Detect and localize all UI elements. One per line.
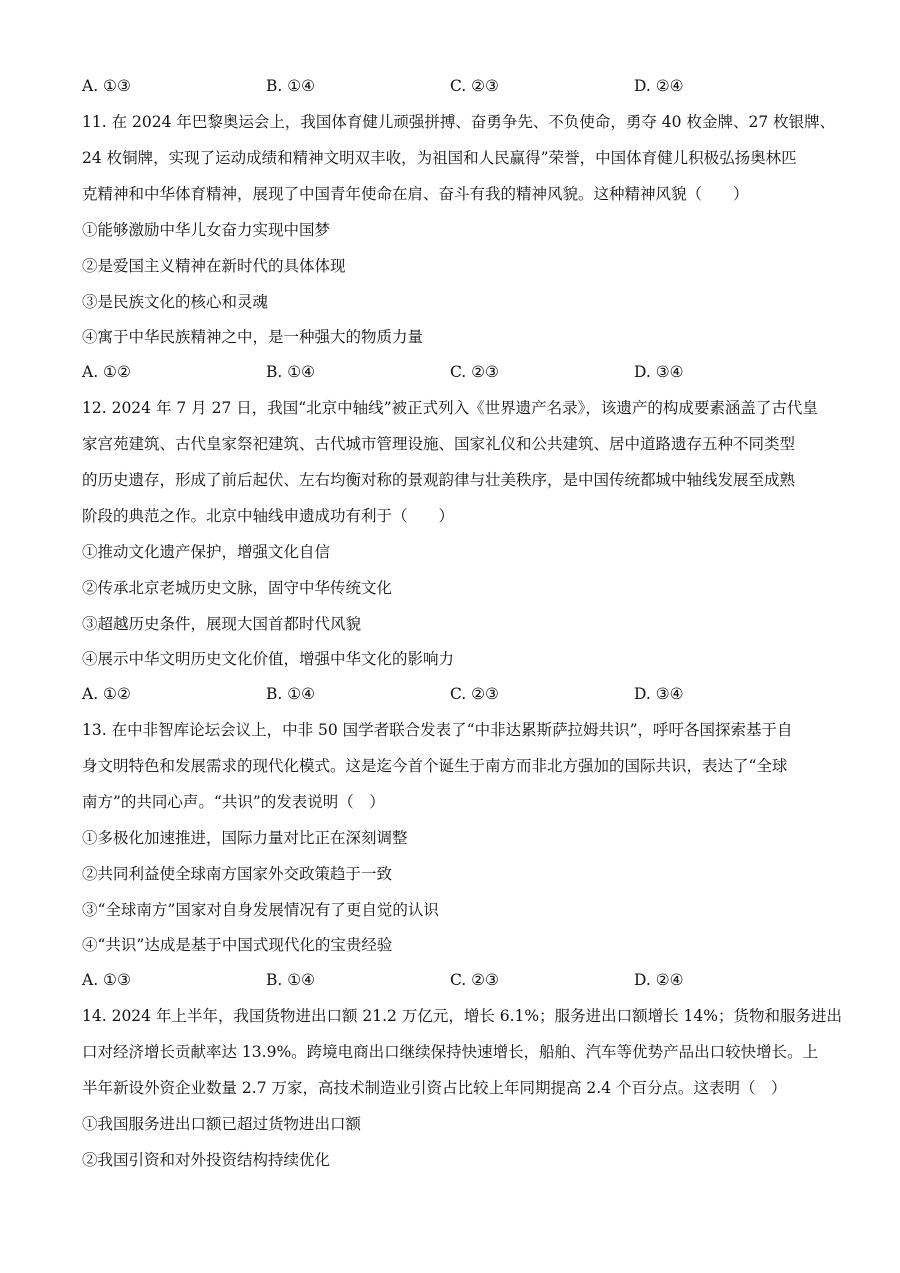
q10-options — [82, 76, 822, 96]
q14-stem-line-3: 半年新设外资企业数量 2.7 万家，高技术制造业引资占比较上年同期提高 2.4 个百分点。这表明（ ） — [82, 1079, 787, 1097]
q13-statement-4: ④“共识”达成是基于中国式现代化的宝贵经验 — [82, 936, 393, 954]
q12-option-c[interactable]: C. ②③ — [450, 685, 499, 703]
q12-stem-line-4: 阶段的典范之作。北京中轴线申遗成功有利于（ ） — [82, 507, 455, 525]
q12-option-d[interactable]: D. ③④ — [634, 685, 684, 703]
q11-statement-1: ①能够激励中华儿女奋力实现中国梦 — [82, 221, 331, 239]
q10-option-d[interactable]: D. ②④ — [634, 77, 684, 95]
q14-statement-1: ①我国服务进出口额已超过货物进出口额 — [82, 1115, 362, 1133]
q11-option-a[interactable]: A. ①② — [82, 363, 131, 381]
q13-stem-line-3: 南方”的共同心声。“共识”的发表说明（ ） — [82, 793, 385, 811]
q13-option-d[interactable]: D. ②④ — [634, 971, 684, 989]
q11-statement-2: ②是爱国主义精神在新时代的具体体现 — [82, 257, 346, 275]
q12-stem-line-1: 12. 2024 年 7 月 27 日，我国“北京中轴线”被正式列入《世界遗产名录》，该遗产的构成要素涵盖了古代皇 — [82, 399, 818, 417]
q11-option-b[interactable]: B. ①④ — [266, 363, 316, 381]
q12-options — [82, 684, 822, 704]
q13-option-c[interactable]: C. ②③ — [450, 971, 499, 989]
q13-stem-line-2: 身文明特色和发展需求的现代化模式。这是迄今首个诞生于南方而非北方强加的国际共识，表达了“全球 — [82, 757, 788, 775]
q14-stem-line-1: 14. 2024 年上半年，我国货物进出口额 21.2 万亿元，增长 6.1%；服务进出口额增长 14%；货物和服务进出 — [82, 1007, 843, 1025]
q13-statement-2: ②共同利益使全球南方国家外交政策趋于一致 — [82, 865, 393, 883]
q12-statement-4: ④展示中华文明历史文化价值，增强中华文化的影响力 — [82, 650, 455, 668]
q14-stem-line-2: 口对经济增长贡献率达 13.9%。跨境电商出口继续保持快速增长，船舶、汽车等优势产品出口较快增长。上 — [82, 1043, 819, 1061]
q11-statement-3: ③是民族文化的核心和灵魂 — [82, 293, 269, 311]
q11-options — [82, 362, 822, 382]
q13-option-a[interactable]: A. ①③ — [82, 971, 131, 989]
q12-option-a[interactable]: A. ①② — [82, 685, 131, 703]
q12-statement-1: ①推动文化遗产保护，增强文化自信 — [82, 543, 331, 561]
q10-option-b[interactable]: B. ①④ — [266, 77, 316, 95]
q13-statement-3: ③“全球南方”国家对自身发展情况有了更自觉的认识 — [82, 901, 439, 919]
q12-stem-line-2: 家宫苑建筑、古代皇家祭祀建筑、古代城市管理设施、国家礼仪和公共建筑、居中道路遗存五种不同类型 — [82, 435, 796, 453]
q14-statement-2: ②我国引资和对外投资结构持续优化 — [82, 1151, 331, 1169]
q11-option-d[interactable]: D. ③④ — [634, 363, 684, 381]
q13-options — [82, 970, 822, 990]
q12-option-b[interactable]: B. ①④ — [266, 685, 316, 703]
q10-option-a[interactable]: A. ①③ — [82, 77, 131, 95]
q12-statement-3: ③超越历史条件，展现大国首都时代风貌 — [82, 615, 362, 633]
q11-stem-line-3: 克精神和中华体育精神，展现了中国青年使命在肩、奋斗有我的精神风貌。这种精神风貌（ ） — [82, 185, 749, 203]
q11-option-c[interactable]: C. ②③ — [450, 363, 499, 381]
q12-stem-line-3: 的历史遗存，形成了前后起伏、左右均衡对称的景观韵律与壮美秩序，是中国传统都城中轴线发展至成熟 — [82, 471, 796, 489]
q11-stem-line-2: 24 枚铜牌，实现了运动成绩和精神文明双丰收，为祖国和人民赢得”荣誉，中国体育健儿积极弘扬奥林匹 — [82, 149, 797, 167]
q11-stem-line-1: 11. 在 2024 年巴黎奥运会上，我国体育健儿顽强拼搏、奋勇争先、不负使命，勇夺 40 枚金牌、27 枚银牌、 — [82, 113, 836, 131]
q13-option-b[interactable]: B. ①④ — [266, 971, 316, 989]
q13-stem-line-1: 13. 在中非智库论坛会议上，中非 50 国学者联合发表了“中非达累斯萨拉姆共识”，呼吁各国探索基于自 — [82, 721, 793, 739]
q11-statement-4: ④寓于中华民族精神之中，是一种强大的物质力量 — [82, 328, 424, 346]
q10-option-c[interactable]: C. ②③ — [450, 77, 499, 95]
q13-statement-1: ①多极化加速推进，国际力量对比正在深刻调整 — [82, 829, 408, 847]
q12-statement-2: ②传承北京老城历史文脉，固守中华传统文化 — [82, 579, 393, 597]
